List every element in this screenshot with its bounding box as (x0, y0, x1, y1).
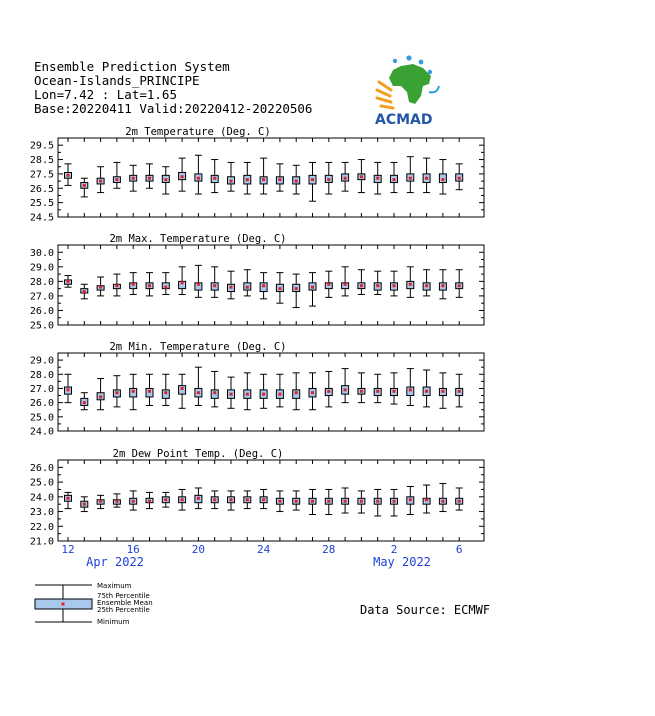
mean-marker (344, 388, 347, 391)
box-04-28 (325, 162, 332, 194)
mean-marker (376, 390, 379, 393)
mean-marker (99, 180, 102, 183)
mean-marker (83, 184, 86, 187)
y-tick-label: 24.0 (29, 492, 54, 504)
mean-marker (425, 284, 428, 287)
panel-title: 2m Max. Temperature (Deg. C) (109, 233, 287, 245)
box-04-23 (244, 162, 251, 194)
mean-marker (311, 286, 314, 289)
chart-panel-2 (30, 233, 484, 332)
box-04-17 (146, 492, 153, 508)
mean-marker (148, 390, 151, 393)
mean-marker (67, 280, 70, 283)
box-04-21 (211, 267, 218, 298)
mean-marker (327, 283, 330, 286)
box-04-12 (65, 276, 72, 288)
mean-marker (246, 498, 249, 501)
box-05-03 (407, 487, 414, 515)
header-title: Ensemble Prediction System (34, 59, 230, 74)
box-04-20 (195, 155, 202, 194)
box-05-06 (456, 164, 463, 190)
mean-marker (246, 393, 249, 396)
box-04-16 (130, 374, 137, 409)
month-label-apr: Apr 2022 (86, 555, 144, 569)
box-04-16 (130, 273, 137, 295)
box-04-14 (97, 277, 104, 296)
box-04-13 (81, 393, 88, 410)
box-05-02 (391, 489, 398, 516)
y-tick-label: 30.0 (29, 247, 54, 259)
box-04-19 (179, 489, 186, 510)
mean-marker (132, 390, 135, 393)
y-tick-label: 28.0 (29, 369, 54, 381)
box-04-24 (260, 273, 267, 299)
mean-marker (213, 391, 216, 394)
box-04-29 (342, 369, 349, 403)
mean-marker (213, 177, 216, 180)
y-tick-label: 24.0 (29, 426, 54, 438)
mean-marker (164, 286, 167, 289)
mean-marker (393, 178, 396, 181)
mean-marker (132, 177, 135, 180)
box-04-13 (81, 178, 88, 197)
mean-marker (376, 500, 379, 503)
box-05-01 (374, 489, 381, 516)
mean-marker (295, 287, 298, 290)
y-tick-label: 26.0 (29, 462, 54, 474)
box-05-04 (423, 158, 430, 192)
box-05-04 (423, 370, 430, 407)
mean-marker (99, 395, 102, 398)
legend (35, 582, 153, 626)
mean-marker (197, 391, 200, 394)
panel-title: 2m Dew Point Temp. (Deg. C) (112, 448, 284, 460)
mean-marker (148, 284, 151, 287)
box-04-18 (162, 492, 169, 507)
mean-marker (393, 390, 396, 393)
mean-marker (197, 283, 200, 286)
mean-marker (181, 281, 184, 284)
x-tick-label: 12 (61, 543, 75, 556)
box-05-05 (439, 270, 446, 299)
box-05-06 (456, 374, 463, 407)
box-04-24 (260, 158, 267, 194)
box-04-29 (342, 162, 349, 191)
mean-marker (458, 284, 461, 287)
box-04-18 (162, 273, 169, 295)
chart-panel-3 (30, 341, 484, 438)
chart-panel-4 (30, 448, 484, 548)
header-coordinates: Lon=7.42 : Lat=1.65 (34, 87, 177, 102)
mean-marker (393, 500, 396, 503)
mean-marker (409, 283, 412, 286)
mean-marker (213, 498, 216, 501)
box-04-19 (179, 158, 186, 191)
box-04-18 (162, 167, 169, 194)
mean-marker (67, 174, 70, 177)
box-04-23 (244, 373, 251, 410)
mean-marker (441, 500, 444, 503)
box-04-27 (309, 273, 316, 306)
box-04-17 (146, 273, 153, 296)
legend-label: 25th Percentile (97, 606, 150, 614)
mean-marker (295, 391, 298, 394)
box-04-26 (293, 274, 300, 307)
box-04-29 (342, 267, 349, 296)
y-tick-label: 26.5 (29, 183, 54, 195)
mean-marker (246, 286, 249, 289)
box-04-22 (228, 377, 235, 408)
header-location: Ocean-Islands_PRINCIPE (34, 73, 200, 88)
mean-marker (360, 500, 363, 503)
header-base-valid: Base:20220411 Valid:20220412-20220506 (34, 101, 313, 116)
box-04-14 (97, 495, 104, 508)
box-05-01 (374, 162, 381, 194)
y-tick-label: 25.5 (29, 198, 54, 210)
box-04-26 (293, 373, 300, 410)
box-05-05 (439, 373, 446, 408)
box-04-28 (325, 489, 332, 514)
month-label-may: May 2022 (373, 555, 431, 569)
legend-label: Ensemble Mean (97, 599, 153, 607)
mean-marker (115, 391, 118, 394)
mean-marker (278, 178, 281, 181)
x-tick-label: 28 (322, 543, 336, 556)
box-04-30 (358, 160, 365, 193)
mean-marker (458, 177, 461, 180)
box-04-12 (65, 492, 72, 508)
mean-marker (197, 177, 200, 180)
box-04-16 (130, 165, 137, 191)
box-04-14 (97, 167, 104, 193)
box-04-12 (65, 374, 72, 402)
box-04-15 (113, 376, 120, 407)
mean-marker (327, 500, 330, 503)
box-04-13 (81, 497, 88, 512)
box-04-15 (113, 274, 120, 296)
mean-marker (83, 401, 86, 404)
mean-marker (327, 178, 330, 181)
mean-marker (83, 290, 86, 293)
mean-marker (148, 500, 151, 503)
mean-marker (327, 390, 330, 393)
box-04-22 (228, 271, 235, 299)
mean-marker (99, 286, 102, 289)
box-04-26 (293, 491, 300, 510)
mean-marker (409, 498, 412, 501)
box-04-26 (293, 165, 300, 194)
y-tick-label: 22.0 (29, 521, 54, 533)
mean-marker (262, 178, 265, 181)
box-05-01 (374, 271, 381, 294)
box-04-16 (130, 491, 137, 510)
x-tick-label: 6 (455, 543, 463, 556)
mean-marker (181, 175, 184, 178)
mean-marker (295, 180, 298, 183)
box-04-20 (195, 488, 202, 509)
box-04-17 (146, 374, 153, 405)
box-04-25 (276, 164, 283, 191)
mean-marker (425, 177, 428, 180)
box-04-25 (276, 374, 283, 407)
box-04-30 (358, 373, 365, 403)
mean-marker (230, 498, 233, 501)
box-04-12 (65, 164, 72, 186)
mean-marker (425, 390, 428, 393)
box-05-04 (423, 270, 430, 296)
box-05-04 (423, 485, 430, 513)
box-04-23 (244, 270, 251, 296)
mean-marker (164, 391, 167, 394)
x-tick-label: 16 (126, 543, 140, 556)
box-05-06 (456, 270, 463, 298)
mean-marker (376, 284, 379, 287)
mean-marker (344, 500, 347, 503)
box-04-15 (113, 494, 120, 507)
box-05-02 (391, 271, 398, 296)
mean-marker (262, 498, 265, 501)
mean-marker (441, 178, 444, 181)
mean-marker (278, 500, 281, 503)
mean-marker (197, 497, 200, 500)
box-05-06 (456, 488, 463, 510)
mean-marker (458, 390, 461, 393)
legend-label: Minimum (97, 618, 130, 626)
box-05-03 (407, 267, 414, 298)
mean-marker (344, 283, 347, 286)
box-05-03 (407, 157, 414, 193)
mean-marker (115, 178, 118, 181)
box-04-27 (309, 489, 316, 514)
mean-marker (409, 177, 412, 180)
box-04-21 (211, 160, 218, 193)
box-04-27 (309, 373, 316, 410)
box-04-17 (146, 164, 153, 188)
box-05-02 (391, 162, 398, 192)
box-04-25 (276, 273, 283, 304)
box-04-20 (195, 367, 202, 405)
legend-label: Maximum (97, 582, 132, 590)
box-05-05 (439, 160, 446, 194)
box-04-28 (325, 371, 332, 406)
mean-marker (115, 500, 118, 503)
y-tick-label: 27.0 (29, 383, 54, 395)
box-04-13 (81, 284, 88, 299)
mean-marker (99, 500, 102, 503)
box-04-20 (195, 265, 202, 297)
legend-label: 75th Percentile (97, 592, 150, 600)
data-source: Data Source: ECMWF (360, 603, 491, 617)
chart-panel-1 (30, 126, 484, 224)
mean-marker (311, 178, 314, 181)
mean-marker (311, 391, 314, 394)
mean-marker (409, 388, 412, 391)
box-04-29 (342, 488, 349, 513)
box-05-05 (439, 484, 446, 512)
mean-marker (67, 388, 70, 391)
box-04-19 (179, 374, 186, 408)
y-tick-label: 25.0 (29, 477, 54, 489)
y-tick-label: 29.0 (29, 262, 54, 274)
mean-marker (311, 500, 314, 503)
box-04-30 (358, 491, 365, 513)
y-tick-label: 26.0 (29, 398, 54, 410)
mean-marker (262, 393, 265, 396)
y-tick-label: 29.5 (29, 140, 54, 152)
box-04-22 (228, 162, 235, 191)
y-tick-label: 25.0 (29, 412, 54, 424)
plot-frame (58, 245, 484, 325)
box-04-28 (325, 271, 332, 297)
y-tick-label: 25.0 (29, 320, 54, 332)
box-04-15 (113, 162, 120, 188)
mean-marker (181, 387, 184, 390)
mean-marker (230, 180, 233, 183)
mean-marker (67, 497, 70, 500)
y-tick-label: 29.0 (29, 355, 54, 367)
box-05-01 (374, 374, 381, 402)
mean-marker (278, 393, 281, 396)
mean-marker (441, 390, 444, 393)
x-tick-label: 2 (390, 543, 398, 556)
mean-marker (295, 500, 298, 503)
mean-marker (262, 284, 265, 287)
y-tick-label: 26.0 (29, 305, 54, 317)
mean-marker (230, 286, 233, 289)
panel-title: 2m Min. Temperature (Deg. C) (109, 341, 287, 353)
legend-mean-marker (62, 603, 65, 606)
mean-marker (213, 284, 216, 287)
mean-marker (425, 498, 428, 501)
box-04-23 (244, 491, 251, 509)
y-tick-label: 27.5 (29, 169, 54, 181)
mean-marker (148, 177, 151, 180)
y-tick-label: 28.0 (29, 276, 54, 288)
box-04-21 (211, 491, 218, 509)
box-04-21 (211, 371, 218, 406)
mean-marker (164, 498, 167, 501)
mean-marker (344, 177, 347, 180)
mean-marker (115, 284, 118, 287)
mean-marker (132, 500, 135, 503)
mean-marker (360, 175, 363, 178)
y-tick-label: 24.5 (29, 212, 54, 224)
y-tick-label: 27.0 (29, 291, 54, 303)
mean-marker (360, 284, 363, 287)
box-05-03 (407, 369, 414, 406)
y-tick-label: 23.0 (29, 507, 54, 519)
box-04-14 (97, 379, 104, 410)
mean-marker (458, 500, 461, 503)
box-04-30 (358, 270, 365, 295)
mean-marker (230, 393, 233, 396)
mean-marker (376, 177, 379, 180)
box-04-24 (260, 374, 267, 408)
box-04-18 (162, 374, 169, 405)
mean-marker (393, 284, 396, 287)
logo-text: ACMAD (375, 112, 433, 128)
mean-marker (246, 178, 249, 181)
mean-marker (441, 284, 444, 287)
box-04-19 (179, 267, 186, 295)
mean-marker (132, 283, 135, 286)
box-05-02 (391, 373, 398, 404)
box-04-25 (276, 491, 283, 512)
mean-marker (164, 178, 167, 181)
mean-marker (278, 287, 281, 290)
mean-marker (83, 503, 86, 506)
y-tick-label: 21.0 (29, 536, 54, 548)
x-tick-label: 20 (191, 543, 206, 556)
x-tick-label: 24 (256, 543, 271, 556)
mean-marker (360, 390, 363, 393)
panel-title: 2m Temperature (Deg. C) (125, 126, 271, 138)
plot-frame (58, 353, 484, 431)
box-04-27 (309, 162, 316, 201)
plot-frame (58, 138, 484, 217)
plot-frame (58, 460, 484, 541)
mean-marker (181, 498, 184, 501)
y-tick-label: 28.5 (29, 155, 54, 167)
box-04-22 (228, 491, 235, 510)
box-04-24 (260, 489, 267, 508)
